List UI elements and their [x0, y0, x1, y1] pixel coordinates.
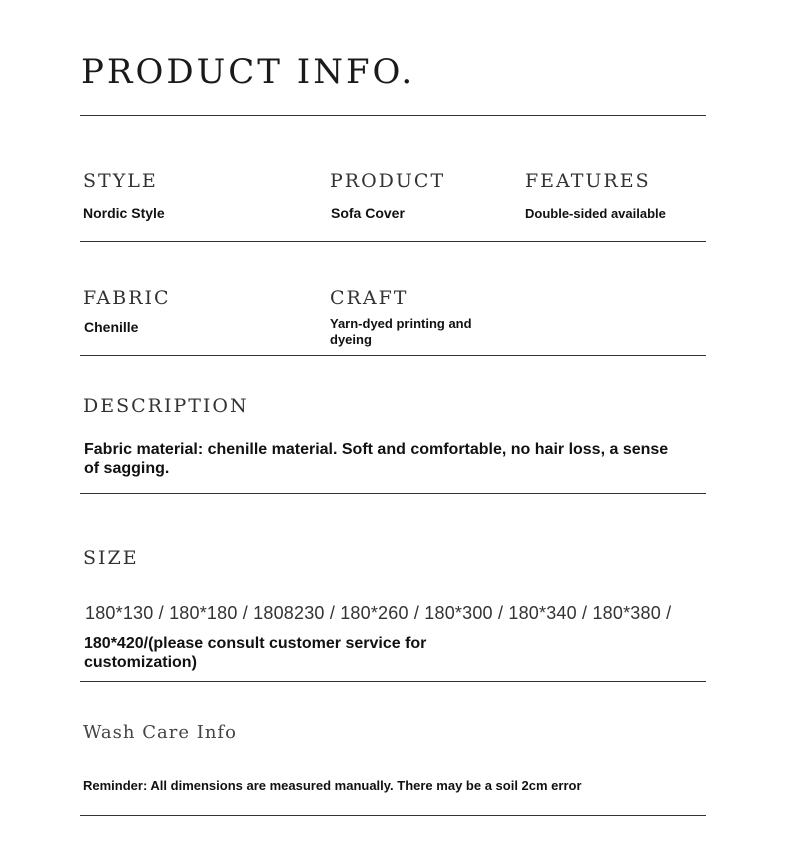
wash-care-reminder: Reminder: All dimensions are measured manually. There may be a soil 2cm error: [83, 778, 582, 793]
craft-value: Yarn-dyed printing and dyeing: [330, 316, 472, 347]
divider: [80, 815, 706, 816]
style-value: Nordic Style: [83, 205, 165, 221]
size-list: 180*130 / 180*180 / 1808230 / 180*260 / 180*300 / 180*340 / 180*380 /: [85, 603, 672, 623]
fabric-value: Chenille: [84, 319, 139, 335]
features-label: FEATURES: [525, 170, 651, 192]
size-label: SIZE: [83, 547, 139, 569]
wash-care-label: Wash Care Info: [83, 722, 237, 743]
divider: [80, 241, 706, 242]
divider: [80, 681, 706, 682]
description-text: Fabric material: chenille material. Soft and comfortable, no hair loss, a sense of sagging.: [84, 441, 669, 477]
features-value: Double-sided available: [525, 206, 666, 221]
page-title: PRODUCT INFO.: [81, 52, 416, 92]
product-label: PRODUCT: [330, 170, 446, 192]
description-label: DESCRIPTION: [83, 395, 249, 417]
style-label: STYLE: [83, 170, 158, 192]
divider: [80, 355, 706, 356]
craft-label: CRAFT: [330, 287, 409, 309]
divider: [80, 493, 706, 494]
size-note: 180*420/(please consult customer service for customization): [84, 635, 427, 671]
product-value: Sofa Cover: [331, 205, 405, 221]
fabric-label: FABRIC: [83, 287, 171, 309]
divider: [80, 115, 706, 116]
